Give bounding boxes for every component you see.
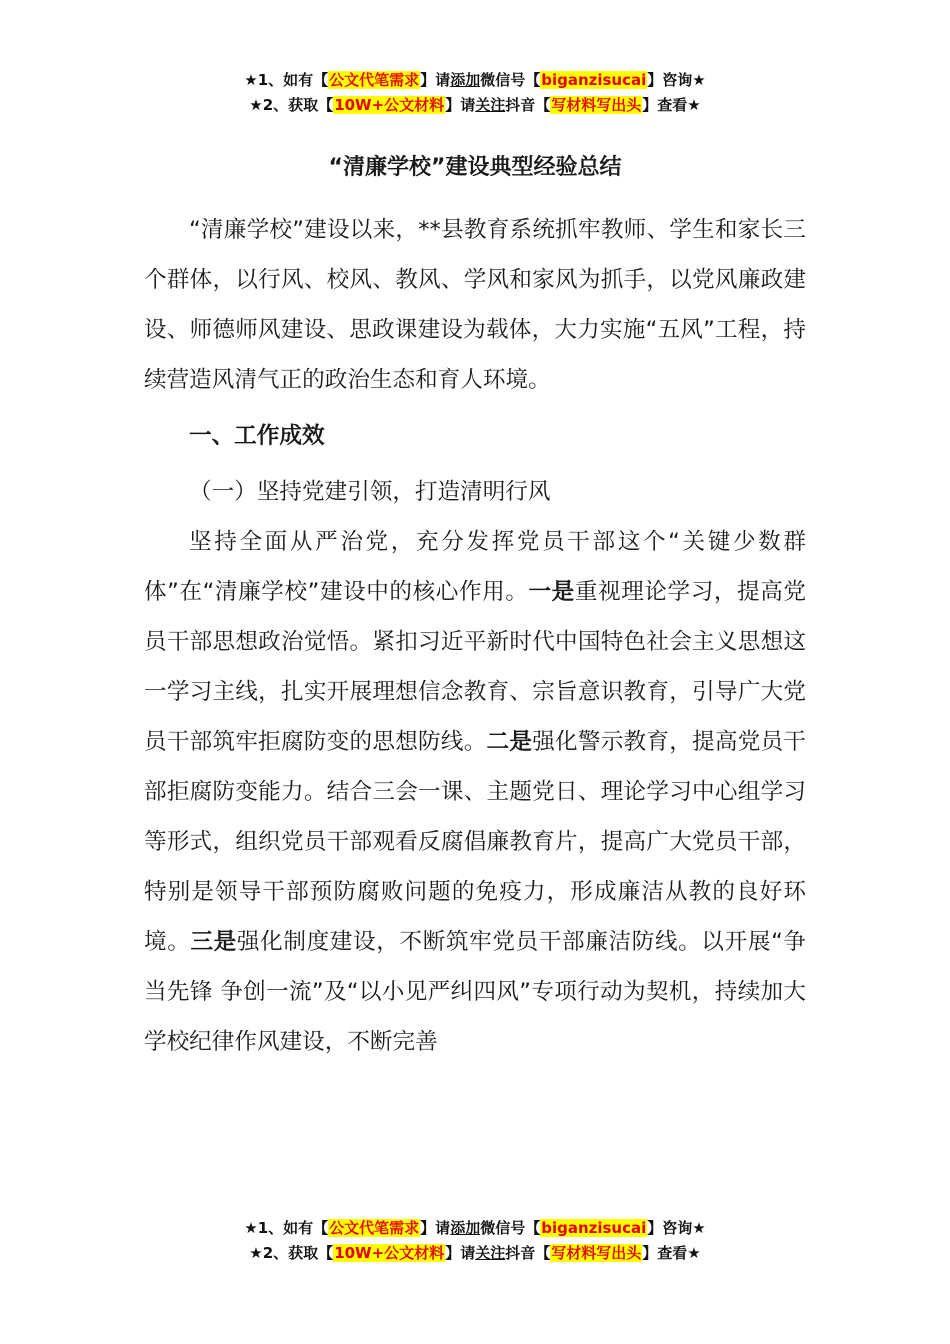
body-paragraph [144,517,806,1067]
paragraph-text: 强化制度建设，不断筑牢党员干部廉洁防线。以开展“争当先锋 争创一流”及“以小见严纠四风”专项行动为契机，持续加大学校纪律作风建设，不断完善 [144,929,806,1055]
banner-highlight: 10W+公文材料 [334,1244,445,1262]
banner-text: 抖音【 [505,1244,551,1262]
banner-text: 】请 [420,71,451,89]
banner-text: 】查看★ [642,96,701,114]
banner-text: 抖音【 [505,96,551,114]
banner-line-1 [0,68,950,93]
banner-highlight: 10W+公文材料 [334,96,445,114]
banner-text: 】查看★ [642,1244,701,1262]
banner-text: 】咨询★ [647,71,706,89]
banner-highlight: 写材料写出头 [551,96,642,114]
bold-marker: 三是 [190,929,237,955]
subsection-heading: （一）坚持党建引领，打造清明行风 [189,479,551,505]
top-banner [0,68,950,118]
banner-text: ★1、如有【 [244,1219,329,1237]
banner-highlight: 写材料写出头 [551,1244,642,1262]
banner-highlight: 公文代笔需求 [329,1219,420,1237]
document-body [144,205,806,1067]
paragraph-text: 强化警示教育，提高党员干部拒腐防变能力。结合三会一课、主题党日、理论学习中心组学习等形式，组织党员干部观看反腐倡廉教育片，提高广大党员干部，特别是领导干部预防腐败问题的免疫力，形成廉洁从教的良好环境。 [144,729,807,955]
banner-text: 】咨询★ [647,1219,706,1237]
banner-text: ★2、获取【 [249,96,334,114]
banner-text: 微信号【 [480,1219,541,1237]
banner-text: 】请 [445,1244,476,1262]
banner-text: 微信号【 [480,71,541,89]
banner-text: 】请 [445,96,476,114]
bold-marker: 一是 [528,579,575,605]
paragraph-text: 坚持全面从严治党，充分发挥党员干部这个“关键少数群体”在“清廉学校”建设中的核心作用。 [144,529,806,605]
banner-underline: 添加 [450,1219,481,1237]
banner-underline: 关注 [475,96,506,114]
paragraph-text: 重视理论学习，提高党员干部思想政治觉悟。紧扣习近平新时代中国特色社会主义思想这一学习主线，扎实开展理想信念教育、宗旨意识教育，引导广大党员干部筑牢拒腐防变的思想防线。 [144,579,807,755]
banner-text: 】请 [420,1219,451,1237]
intro-paragraph: “清廉学校”建设以来，**县教育系统抓牢教师、学生和家长三个群体，以行风、校风、教风、学风和家风为抓手，以党风廉政建设、师德师风建设、思政课建设为载体，大力实施“五风”工程，持续营造风清气正的政治生态和育人环境。 [144,217,806,393]
banner-text: ★2、获取【 [249,1244,334,1262]
banner-line-1 [0,1216,950,1241]
document-title: “清廉学校”建设典型经验总结 [328,155,622,180]
banner-underline: 关注 [475,1244,506,1262]
section-heading: 一、工作成效 [189,423,325,449]
banner-underline: 添加 [450,71,481,89]
banner-highlight: biganzisucai [541,1219,647,1237]
banner-line-2 [0,1241,950,1266]
banner-line-2 [0,93,950,118]
bold-marker: 二是 [486,729,533,755]
banner-text: ★1、如有【 [244,71,329,89]
bottom-banner [0,1216,950,1266]
banner-highlight: biganzisucai [541,71,647,89]
banner-highlight: 公文代笔需求 [329,71,420,89]
